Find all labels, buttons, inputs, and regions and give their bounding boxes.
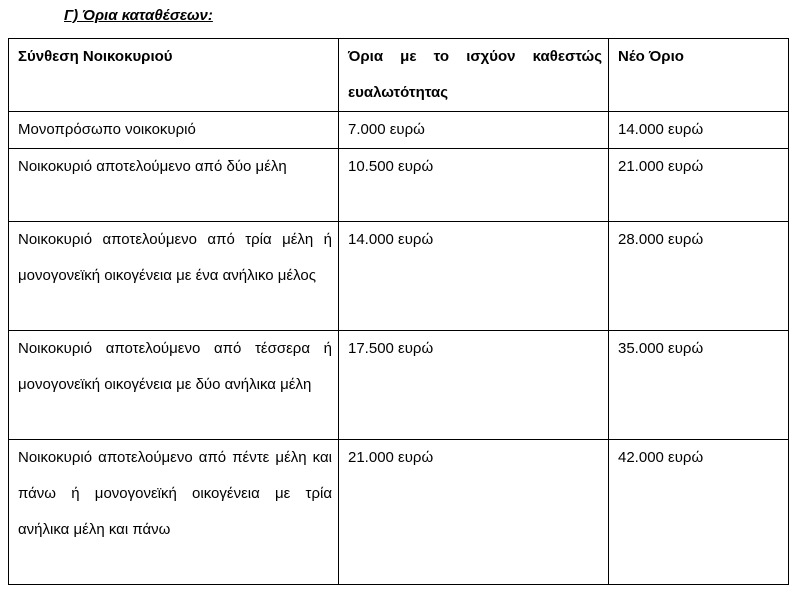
table-row bbox=[9, 222, 789, 331]
cell-composition: Μονοπρόσωπο νοικοκυριό bbox=[9, 112, 339, 149]
cell-new-limit: 21.000 ευρώ bbox=[609, 149, 789, 222]
cell-current-limit: 10.500 ευρώ bbox=[339, 149, 609, 222]
cell-current-limit: 7.000 ευρώ bbox=[339, 112, 609, 149]
cell-new-limit: 35.000 ευρώ bbox=[609, 331, 789, 440]
cell-composition: Νοικοκυριό αποτελούμενο από δύο μέλη bbox=[9, 149, 339, 222]
cell-current-limit: 14.000 ευρώ bbox=[339, 222, 609, 331]
header-new-limit: Νέο Όριο bbox=[609, 39, 789, 112]
header-current-limit: Όρια με το ισχύον καθεστώς ευαλωτότητας bbox=[339, 39, 609, 112]
table-row bbox=[9, 440, 789, 585]
cell-composition: Νοικοκυριό αποτελούμενο από τρία μέλη ή μονογονεϊκή οικογένεια με ένα ανήλικο μέλος bbox=[9, 222, 339, 331]
cell-current-limit: 17.500 ευρώ bbox=[339, 331, 609, 440]
cell-new-limit: 42.000 ευρώ bbox=[609, 440, 789, 585]
table-row bbox=[9, 112, 789, 149]
cell-composition: Νοικοκυριό αποτελούμενο από τέσσερα ή μονογονεϊκή οικογένεια με δύο ανήλικα μέλη bbox=[9, 331, 339, 440]
table-row bbox=[9, 149, 789, 222]
table-row bbox=[9, 331, 789, 440]
section-heading: Γ) Όρια καταθέσεων: bbox=[64, 7, 213, 24]
cell-new-limit: 28.000 ευρώ bbox=[609, 222, 789, 331]
deposit-limits-table bbox=[8, 38, 789, 585]
cell-new-limit: 14.000 ευρώ bbox=[609, 112, 789, 149]
header-household-composition: Σύνθεση Νοικοκυριού bbox=[9, 39, 339, 112]
table-header-row bbox=[9, 39, 789, 112]
cell-current-limit: 21.000 ευρώ bbox=[339, 440, 609, 585]
cell-composition: Νοικοκυριό αποτελούμενο από πέντε μέλη και πάνω ή μονογονεϊκή οικογένεια με τρία ανήλικα μέλη και πάνω bbox=[9, 440, 339, 585]
